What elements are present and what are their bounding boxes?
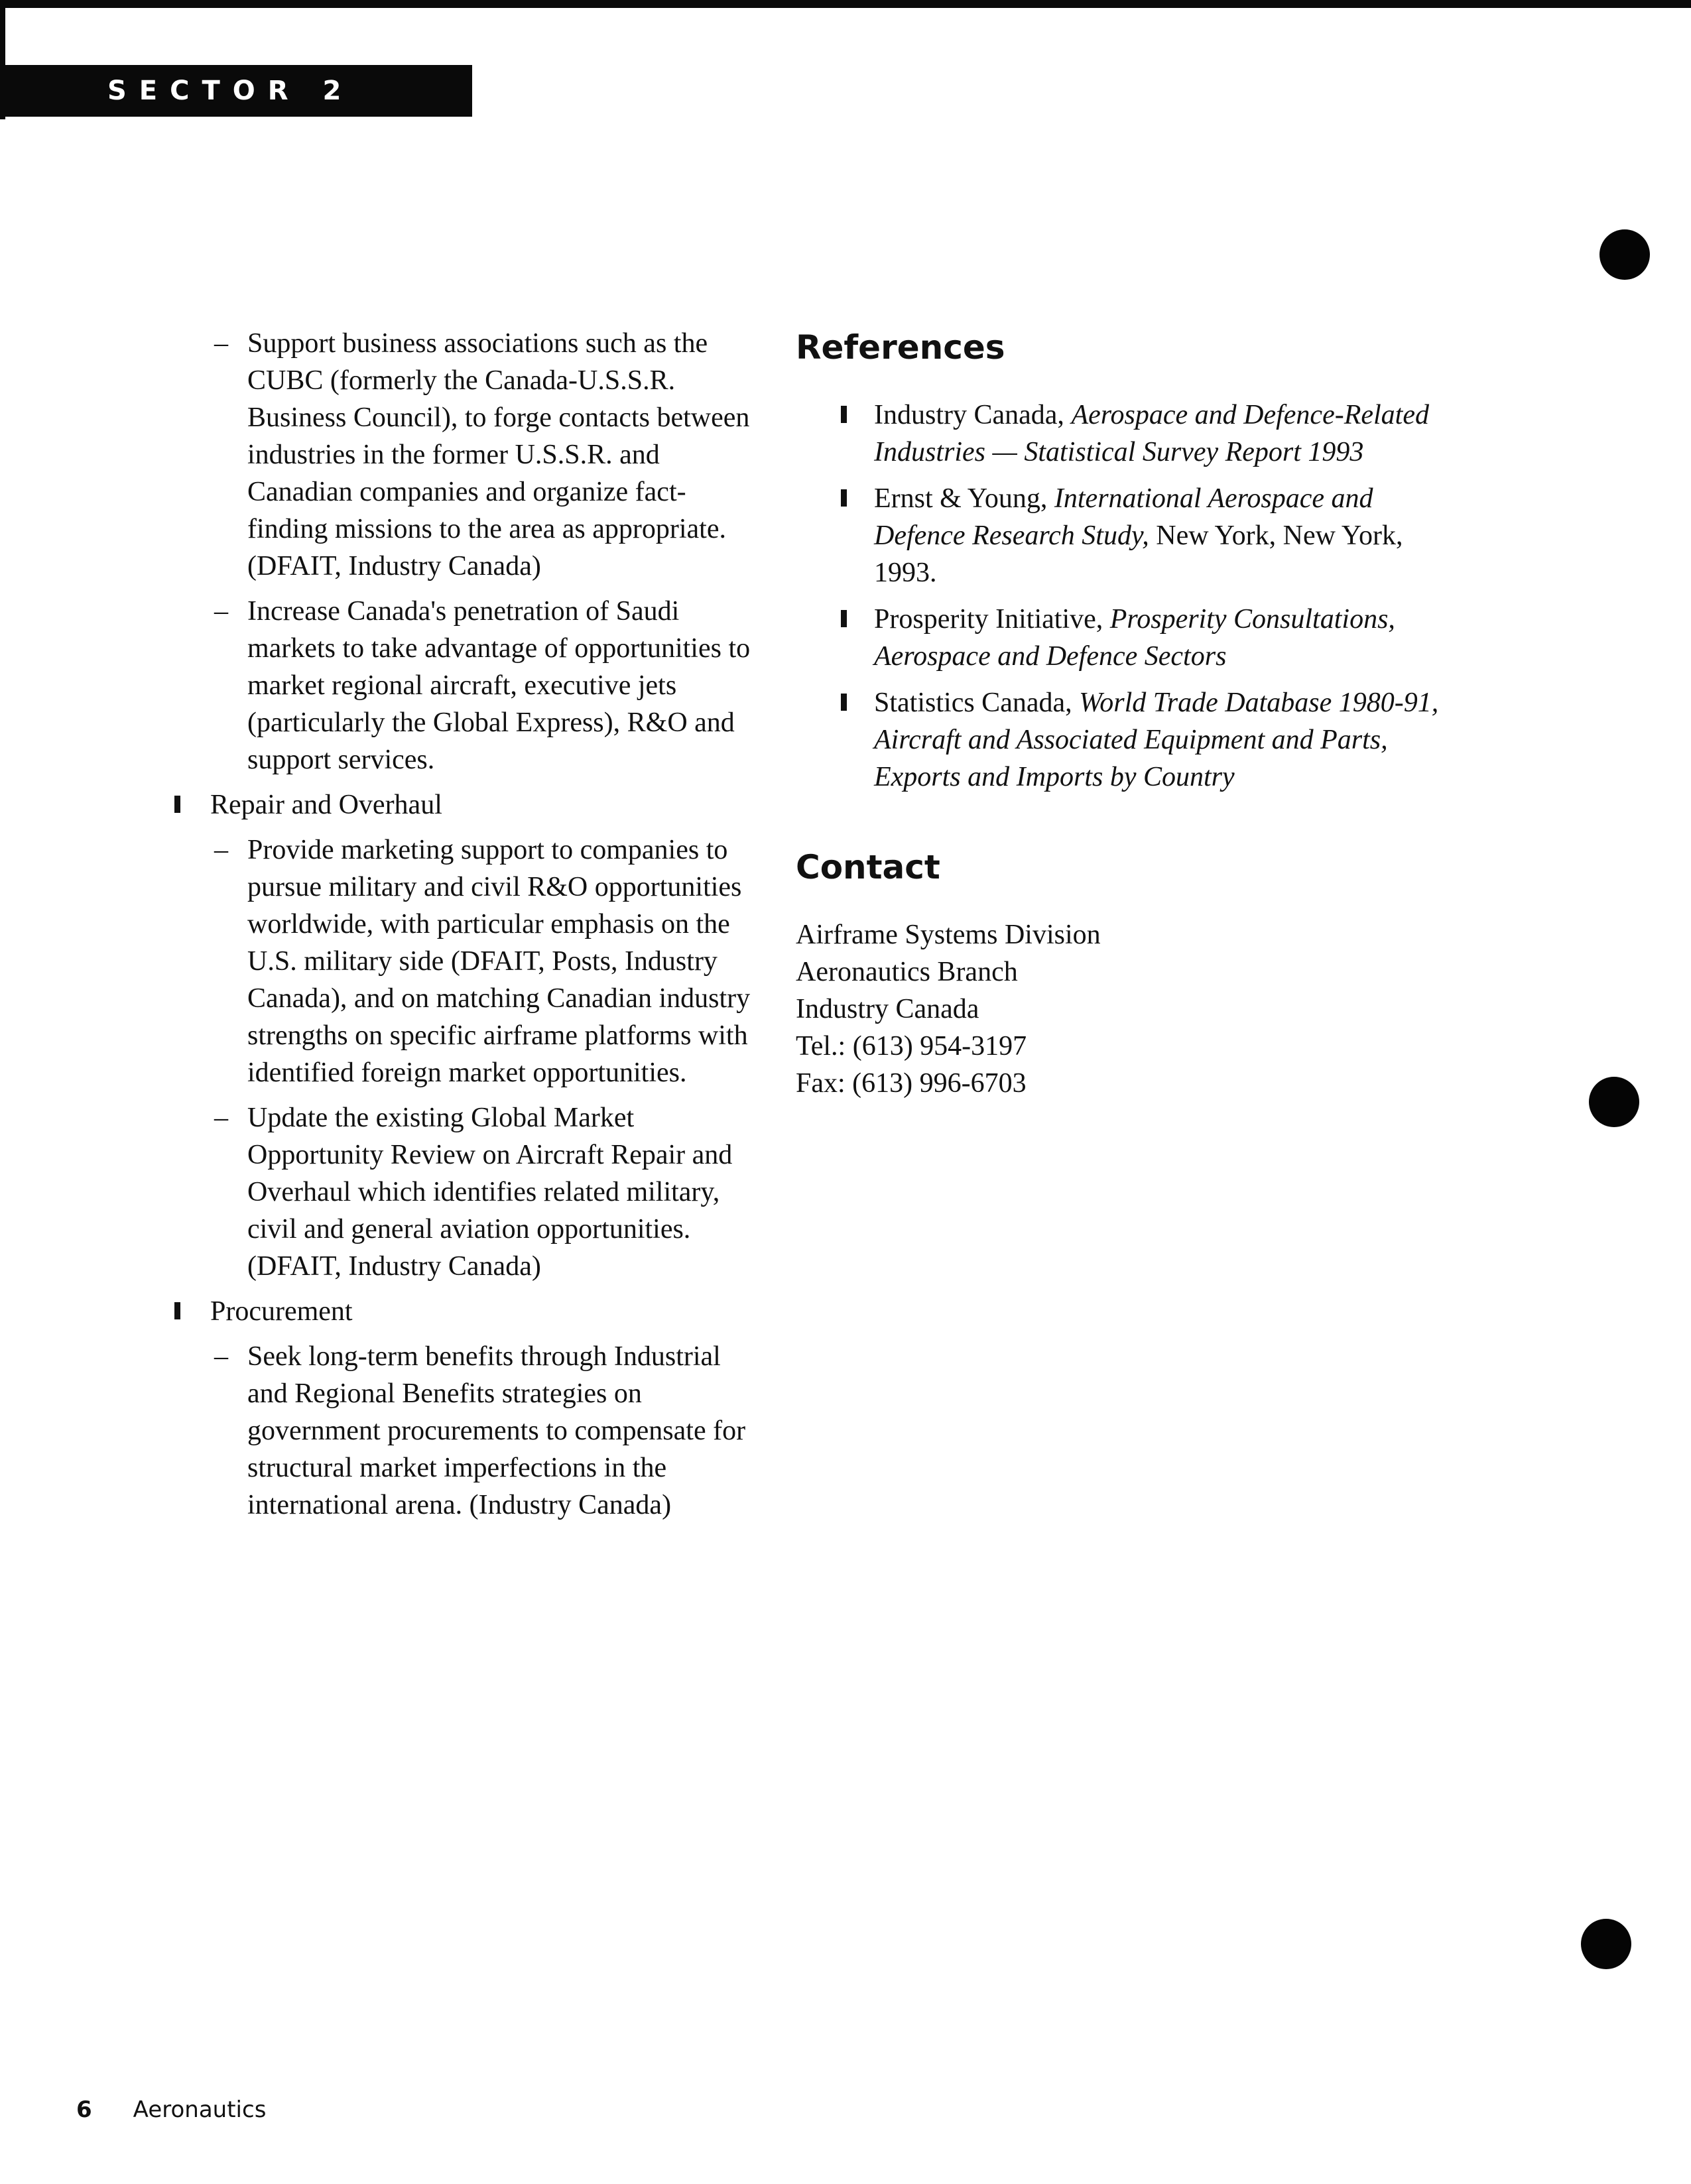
reference-item bbox=[841, 396, 1459, 471]
footer-section-title: Aeronautics bbox=[133, 2096, 267, 2123]
reference-suffix: New York, New York, 1993. bbox=[874, 520, 1403, 588]
dash-marker: – bbox=[214, 596, 228, 627]
bullet-marker bbox=[841, 489, 847, 507]
list-item bbox=[169, 325, 753, 585]
list-item-text: Procurement bbox=[210, 1296, 353, 1327]
reference-item bbox=[841, 480, 1459, 591]
reference-title: Aerospace and Defence-Related Industries — Statistical Survey Report 1993 bbox=[874, 400, 1429, 467]
contact-telephone: Tel.: (613) 954-3197 bbox=[796, 1031, 1027, 1062]
reference-item bbox=[841, 684, 1459, 796]
dash-marker: – bbox=[214, 1103, 228, 1133]
reference-author: Statistics Canada, bbox=[874, 688, 1080, 718]
binder-hole-bottom bbox=[1581, 1919, 1631, 1969]
contact-branch: Aeronautics Branch bbox=[796, 957, 1018, 987]
reference-title: Prosperity Consultations, Aerospace and Defence Sectors bbox=[874, 604, 1395, 672]
list-item bbox=[169, 593, 753, 778]
right-column bbox=[796, 328, 1459, 1102]
contact-fax: Fax: (613) 996-6703 bbox=[796, 1068, 1027, 1099]
list-item-text: Increase Canada's penetration of Saudi markets to take advantage of opportunities to market regional aircraft, executive jets (particularly the Global Express), R&O and support services. bbox=[247, 596, 751, 775]
contact-block bbox=[796, 916, 1459, 1102]
list-item-text: Support business associations such as the CUBC (formerly the Canada-U.S.S.R. Business Council), to forge contacts between industries in the former U.S.S.R. and Canadian companies and organize fact-finding missions to the area as appropriate. (DFAIT, Industry Canada) bbox=[247, 328, 750, 581]
bullet-marker bbox=[841, 694, 847, 711]
list-item-text: Seek long-term benefits through Industrial and Regional Benefits strategies on government procurements to compensate for structural market imperfections in the international arena. (Industry Canada) bbox=[247, 1341, 746, 1520]
list-item bbox=[169, 1338, 753, 1524]
references-heading: References bbox=[796, 328, 1005, 367]
list-item bbox=[169, 831, 753, 1091]
list-item-text: Provide marketing support to companies to pursue military and civil R&O opportunities worldwide, with particular emphasis on the U.S. military side (DFAIT, Posts, Industry Canada), and on matching Canadian industry strengths on specific airframe platforms with identified foreign market opportunities. bbox=[247, 835, 751, 1088]
binder-hole-middle bbox=[1589, 1077, 1639, 1127]
bullet-marker bbox=[174, 1302, 180, 1319]
dash-marker: – bbox=[214, 1341, 228, 1372]
contact-department: Industry Canada bbox=[796, 994, 979, 1024]
page-footer bbox=[76, 2096, 266, 2123]
references-list bbox=[796, 396, 1459, 796]
bullet-marker bbox=[174, 796, 180, 813]
contact-division: Airframe Systems Division bbox=[796, 920, 1101, 950]
list-item bbox=[169, 786, 753, 823]
reference-author: Industry Canada, bbox=[874, 400, 1072, 430]
reference-title: World Trade Database 1980-91, Aircraft and Associated Equipment and Parts, Exports and Imports by Country bbox=[874, 688, 1439, 792]
list-item bbox=[169, 1293, 753, 1330]
binder-hole-top bbox=[1599, 229, 1650, 280]
dash-marker: – bbox=[214, 328, 228, 359]
reference-title: International Aerospace and Defence Research Study, bbox=[874, 483, 1373, 551]
reference-item bbox=[841, 601, 1459, 675]
page-number: 6 bbox=[76, 2096, 92, 2123]
bullet-marker bbox=[841, 406, 847, 423]
reference-author: Ernst & Young, bbox=[874, 483, 1054, 514]
bullet-marker bbox=[841, 610, 847, 627]
list-item-text: Repair and Overhaul bbox=[210, 790, 442, 820]
top-rule bbox=[0, 0, 1691, 8]
reference-author: Prosperity Initiative, bbox=[874, 604, 1110, 635]
sector-banner: SECTOR 2 bbox=[0, 65, 472, 117]
list-item bbox=[169, 1099, 753, 1285]
list-item-text: Update the existing Global Market Opportunity Review on Aircraft Repair and Overhaul which identifies related military, civil and general aviation opportunities. (DFAIT, Industry Canada) bbox=[247, 1103, 733, 1282]
left-column bbox=[169, 325, 753, 1532]
dash-marker: – bbox=[214, 835, 228, 865]
contact-heading: Contact bbox=[796, 848, 940, 886]
